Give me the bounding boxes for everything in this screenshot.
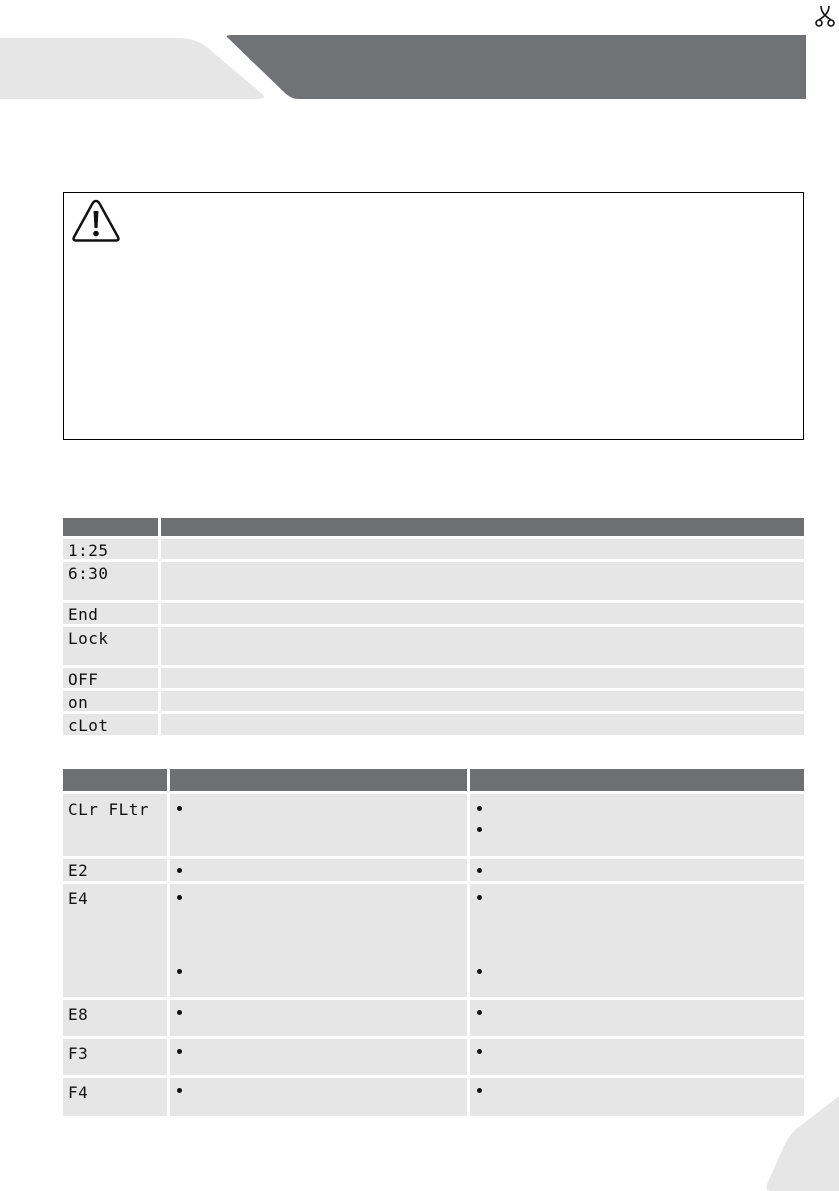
lcd-code: 1:25 [68,541,109,560]
page-header [0,32,839,104]
table-row [63,539,804,559]
lcd-code: cLot [68,716,109,735]
bullet [477,969,482,974]
bullet [177,1088,182,1093]
table-row [63,627,804,665]
bullet [177,868,182,873]
bullet [477,806,482,811]
lcd-code: End [68,605,99,624]
display-table-header [63,518,804,536]
bullet [177,806,182,811]
lcd-code: on [68,693,89,712]
lcd-code: E8 [68,1005,89,1024]
bullet [477,827,482,832]
bullet [177,895,182,900]
table-row [63,714,804,735]
error-table [63,769,804,1119]
table-row [63,1078,804,1116]
bullet [477,1049,482,1054]
warning-box [63,192,804,440]
lcd-code: F3 [68,1044,89,1063]
lcd-code: CLr FLtr [68,800,150,819]
bullet [177,969,182,974]
table-row [63,884,804,997]
error-table-header [63,769,804,791]
table-row [63,1000,804,1036]
table-row [63,691,804,711]
bullet [477,895,482,900]
table-row [63,603,804,624]
warning-triangle-icon [70,197,122,245]
bullet [477,1088,482,1093]
lcd-code: 6:30 [68,564,109,583]
bullet [477,1010,482,1015]
scissors-icon [815,4,835,28]
lcd-code: E2 [68,861,89,880]
table-row [63,859,804,881]
table-row [63,794,804,856]
lcd-code: F4 [68,1083,89,1102]
page-corner-tab [765,1096,839,1191]
bullet [177,1049,182,1054]
display-table [63,518,804,738]
lcd-code: OFF [68,670,99,689]
bullet [477,868,482,873]
table-row [63,1039,804,1075]
bullet [177,1010,182,1015]
table-row [63,668,804,688]
lcd-code: Lock [68,629,109,648]
lcd-code: E4 [68,889,89,908]
table-row [63,562,804,600]
